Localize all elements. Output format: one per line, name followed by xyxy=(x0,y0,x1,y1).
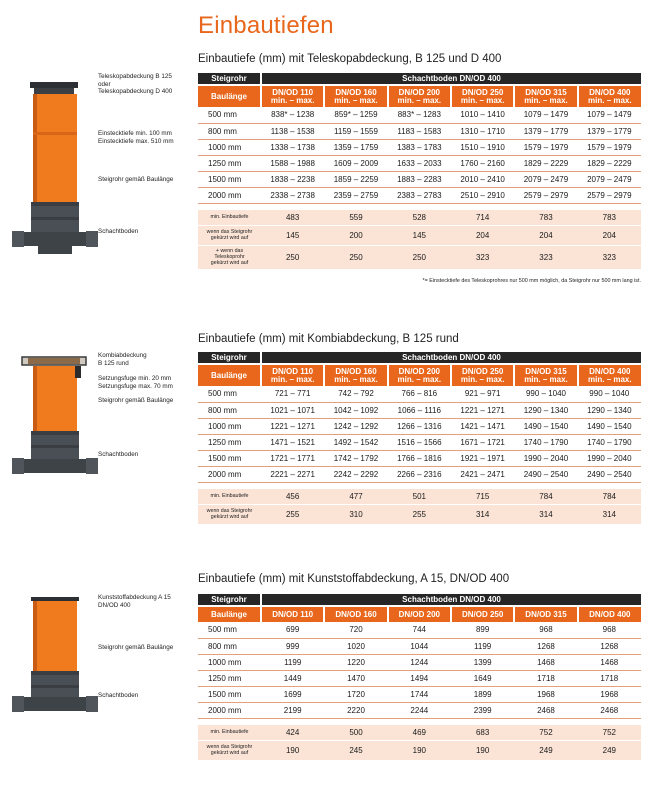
table-row xyxy=(198,402,641,418)
header-shaft-base: Schachtboden DN/OD 400 xyxy=(261,73,641,85)
table-cell: 990 – 1040 xyxy=(578,386,641,402)
table-cell: 2079 – 2479 xyxy=(578,171,641,187)
table-cell: 1290 – 1340 xyxy=(578,402,641,418)
table-cell: 1449 xyxy=(261,670,324,686)
table-cell: 766 – 816 xyxy=(388,386,451,402)
table-cell: 469 xyxy=(388,725,451,740)
table-cell: 784 xyxy=(514,489,577,504)
table-cell: 2220 xyxy=(324,702,387,718)
header-shaft-base: Schachtboden DN/OD 400 xyxy=(261,352,641,364)
table-cell: 1250 mm xyxy=(198,155,261,171)
subheader-length: Baulänge xyxy=(198,606,261,622)
column-header xyxy=(451,85,514,107)
table-cell: 1079 – 1479 xyxy=(514,107,577,123)
table-cell: 1010 – 1410 xyxy=(451,107,514,123)
table-cell: 2221 – 2271 xyxy=(261,466,324,482)
table-cell: 1183 – 1583 xyxy=(388,123,451,139)
table-row xyxy=(198,171,641,187)
footer-row xyxy=(198,740,641,760)
table-cell: 1968 xyxy=(578,686,641,702)
table-cell: 1310 – 1710 xyxy=(451,123,514,139)
table-cell: 752 xyxy=(514,725,577,740)
table-cell: 1968 xyxy=(514,686,577,702)
table-cell: 1494 xyxy=(388,670,451,686)
table-cell: 559 xyxy=(324,210,387,225)
table-cell: 1760 – 2160 xyxy=(451,155,514,171)
table-cell: 1500 mm xyxy=(198,171,261,187)
table-row xyxy=(198,155,641,171)
table-cell: 720 xyxy=(324,622,387,638)
table-cell: 1066 – 1116 xyxy=(388,402,451,418)
table-cell: 883* – 1283 xyxy=(388,107,451,123)
annotation-cover-text: Kombiabdeckung B 125 rund xyxy=(98,352,147,367)
column-header: DN/OD 200 xyxy=(388,606,451,622)
table-cell: 500 mm xyxy=(198,107,261,123)
table-cell: 721 – 771 xyxy=(261,386,324,402)
annotation-base-text: Schachtboden xyxy=(98,451,139,458)
table-cell: 2468 xyxy=(514,702,577,718)
table-cell: 1744 xyxy=(388,686,451,702)
table-cell: 1609 – 2009 xyxy=(324,155,387,171)
table-cell: 2399 xyxy=(451,702,514,718)
table-cell: 483 xyxy=(261,210,324,225)
depth-table-teleskop xyxy=(198,73,641,270)
column-header-text: DN/OD 160 min. – max. xyxy=(334,367,378,384)
table-cell: 424 xyxy=(261,725,324,740)
column-header-text: DN/OD 315 min. – max. xyxy=(524,367,568,384)
table-cell: 1220 xyxy=(324,654,387,670)
column-header-text: DN/OD 315 min. – max. xyxy=(524,88,568,105)
table-cell: 2421 – 2471 xyxy=(451,466,514,482)
table-cell: 1699 xyxy=(261,686,324,702)
column-header xyxy=(388,364,451,386)
table-cell: 2242 – 2292 xyxy=(324,466,387,482)
table-row xyxy=(198,139,641,155)
depth-table-kombi xyxy=(198,352,641,525)
annotation-base xyxy=(98,692,138,700)
table-cell: 1492 – 1542 xyxy=(324,434,387,450)
table-cell: 1588 – 1988 xyxy=(261,155,324,171)
table-cell: 255 xyxy=(388,504,451,524)
table-cell: 2510 – 2910 xyxy=(451,187,514,203)
table-cell: 744 xyxy=(388,622,451,638)
column-header: DN/OD 315 xyxy=(514,606,577,622)
table-cell: 1740 – 1790 xyxy=(578,434,641,450)
table-row xyxy=(198,418,641,434)
table-cell: 1510 – 1910 xyxy=(451,139,514,155)
table-cell: 501 xyxy=(388,489,451,504)
footer-row xyxy=(198,210,641,225)
column-header-text: DN/OD 200 min. – max. xyxy=(397,367,442,384)
table-cell: 204 xyxy=(514,225,577,245)
table-cell: 250 xyxy=(261,245,324,269)
table-cell: 1290 – 1340 xyxy=(514,402,577,418)
table-cell: 1899 xyxy=(451,686,514,702)
table-cell: 1633 – 2033 xyxy=(388,155,451,171)
table-cell: 1649 xyxy=(451,670,514,686)
table-cell: 784 xyxy=(578,489,641,504)
table-row xyxy=(198,466,641,482)
table-cell: 323 xyxy=(578,245,641,269)
column-header-text: DN/OD 400 min. – max. xyxy=(588,367,632,384)
table-cell: 1221 – 1271 xyxy=(261,418,324,434)
table-cell: 1829 – 2229 xyxy=(578,155,641,171)
table-cell: 323 xyxy=(514,245,577,269)
table-cell: 859* – 1259 xyxy=(324,107,387,123)
table-cell: 204 xyxy=(451,225,514,245)
table-cell: 2468 xyxy=(578,702,641,718)
annotation-riser xyxy=(98,397,173,405)
table-cell: 1250 mm xyxy=(198,670,261,686)
table-cell: 2244 xyxy=(388,702,451,718)
table-cell: 2490 – 2540 xyxy=(578,466,641,482)
annotation-riser xyxy=(98,644,173,652)
table-cell: 1490 – 1540 xyxy=(578,418,641,434)
table-row xyxy=(198,622,641,638)
table-cell: 245 xyxy=(324,740,387,760)
table-cell: 714 xyxy=(451,210,514,225)
table-cell: 1399 xyxy=(451,654,514,670)
table-cell: 800 mm xyxy=(198,638,261,654)
table-cell: 2000 mm xyxy=(198,466,261,482)
column-header-text: DN/OD 160 min. – max. xyxy=(334,88,378,105)
table-cell: 249 xyxy=(514,740,577,760)
column-header: DN/OD 400 xyxy=(578,606,641,622)
table-cell: 255 xyxy=(261,504,324,524)
annotation-riser-text: Steigrohr gemäß Baulänge xyxy=(98,397,174,404)
depth-table-kunststoff xyxy=(198,594,641,761)
annotation-insert-depth-text: Einstecktiefe min. 100 mm Einstecktiefe max. 510 mm xyxy=(98,130,174,145)
table-row xyxy=(198,670,641,686)
table-cell: 1244 xyxy=(388,654,451,670)
footer-label xyxy=(198,489,261,504)
telescope-insert xyxy=(34,88,74,94)
table-cell: 1338 – 1738 xyxy=(261,139,324,155)
footer-row xyxy=(198,225,641,245)
table-cell: 1471 – 1521 xyxy=(261,434,324,450)
table-cell: 190 xyxy=(261,740,324,760)
table-cell: 500 mm xyxy=(198,386,261,402)
table-cell: 1468 xyxy=(578,654,641,670)
table-cell: 1359 – 1759 xyxy=(324,139,387,155)
table-cell: 715 xyxy=(451,489,514,504)
table-cell: 1766 – 1816 xyxy=(388,450,451,466)
column-header xyxy=(578,364,641,386)
column-header xyxy=(261,364,324,386)
table-row xyxy=(198,107,641,123)
footnote: *= Einstecktiefe des Teleskoprohres nur 500 mm möglich, da Steigrohr nur 500 mm lang ist. xyxy=(422,278,641,284)
table-cell: 2266 – 2316 xyxy=(388,466,451,482)
footer-row xyxy=(198,504,641,524)
table-cell: 314 xyxy=(514,504,577,524)
table-row xyxy=(198,702,641,718)
column-header-text: DN/OD 110 min. – max. xyxy=(270,88,315,105)
table-cell: 783 xyxy=(514,210,577,225)
footer-label xyxy=(198,504,261,524)
section-title: Einbautiefe (mm) mit Kunststoffabdeckung, A 15, DN/OD 400 xyxy=(198,573,510,585)
table-cell: 921 – 971 xyxy=(451,386,514,402)
footer-label-text: + wenn das Teleskoprohr gekürzt wird auf xyxy=(210,248,249,266)
table-cell: 999 xyxy=(261,638,324,654)
telescope-cover xyxy=(30,82,78,88)
table-cell: 1079 – 1479 xyxy=(578,107,641,123)
table-cell: 145 xyxy=(261,225,324,245)
table-cell: 2199 xyxy=(261,702,324,718)
page-title: Einbautiefen xyxy=(198,12,334,39)
footer-label-text: min. Einbautiefe xyxy=(210,493,249,500)
table-cell: 1250 mm xyxy=(198,434,261,450)
table-cell: 190 xyxy=(388,740,451,760)
table-cell: 2359 – 2759 xyxy=(324,187,387,203)
table-cell: 1579 – 1979 xyxy=(578,139,641,155)
column-header xyxy=(451,364,514,386)
footer-label-text: min. Einbautiefe xyxy=(210,729,249,736)
column-header-text: DN/OD 200 min. – max. xyxy=(397,88,442,105)
table-cell: 1383 – 1783 xyxy=(388,139,451,155)
table-cell: 314 xyxy=(451,504,514,524)
table-cell: 1718 xyxy=(578,670,641,686)
column-header xyxy=(514,364,577,386)
table-cell: 1242 – 1292 xyxy=(324,418,387,434)
header-shaft-base: Schachtboden DN/OD 400 xyxy=(261,594,641,606)
table-cell: 456 xyxy=(261,489,324,504)
footer-label-text: wenn das Steigrohr gekürzt wird auf xyxy=(206,508,253,520)
column-header xyxy=(514,85,577,107)
table-row xyxy=(198,434,641,450)
table-row xyxy=(198,187,641,203)
footer-label xyxy=(198,245,261,269)
table-cell: 1883 – 2283 xyxy=(388,171,451,187)
section-title: Einbautiefe (mm) mit Kombiabdeckung, B 125 rund xyxy=(198,333,459,345)
table-cell: 899 xyxy=(451,622,514,638)
table-cell: 477 xyxy=(324,489,387,504)
table-cell: 1379 – 1779 xyxy=(578,123,641,139)
table-spacer xyxy=(198,482,641,489)
table-cell: 2000 mm xyxy=(198,702,261,718)
table-cell: 1718 xyxy=(514,670,577,686)
table-cell: 1044 xyxy=(388,638,451,654)
column-header xyxy=(261,85,324,107)
table-cell: 699 xyxy=(261,622,324,638)
table-cell: 968 xyxy=(514,622,577,638)
table-row xyxy=(198,686,641,702)
table-row xyxy=(198,123,641,139)
annotation-riser-text: Steigrohr gemäß Baulänge xyxy=(98,644,174,651)
annotation-base xyxy=(98,451,138,459)
table-cell: 1721 – 1771 xyxy=(261,450,324,466)
table-row xyxy=(198,450,641,466)
column-header xyxy=(578,85,641,107)
table-cell: 1516 – 1566 xyxy=(388,434,451,450)
table-cell: 1000 mm xyxy=(198,418,261,434)
shaft-diagram-kunststoff xyxy=(8,597,98,722)
table-cell: 250 xyxy=(388,245,451,269)
column-header-text: DN/OD 110 min. – max. xyxy=(270,367,315,384)
annotation-base-text: Schachtboden xyxy=(98,228,139,235)
table-cell: 800 mm xyxy=(198,123,261,139)
table-cell: 1742 – 1792 xyxy=(324,450,387,466)
column-header: DN/OD 110 xyxy=(261,606,324,622)
table-cell: 1021 – 1071 xyxy=(261,402,324,418)
annotation-joint-text: Setzungsfuge min. 20 mm Setzungsfuge max. 70 mm xyxy=(98,375,173,390)
table-cell: 190 xyxy=(451,740,514,760)
table-cell: 2383 – 2783 xyxy=(388,187,451,203)
footer-label xyxy=(198,725,261,740)
table-cell: 1159 – 1559 xyxy=(324,123,387,139)
shaft-diagram-kombi xyxy=(8,355,98,480)
table-cell: 1740 – 1790 xyxy=(514,434,577,450)
table-cell: 2338 – 2738 xyxy=(261,187,324,203)
table-cell: 800 mm xyxy=(198,402,261,418)
table-cell: 1221 – 1271 xyxy=(451,402,514,418)
table-cell: 310 xyxy=(324,504,387,524)
annotation-cover-text: Kunststoffabdeckung A 15 DN/OD 400 xyxy=(98,594,171,609)
table-cell: 1500 mm xyxy=(198,450,261,466)
column-header xyxy=(324,364,387,386)
table-cell: 2010 – 2410 xyxy=(451,171,514,187)
header-riser: Steigrohr xyxy=(198,73,261,85)
annotation-cover xyxy=(98,352,147,367)
footer-label xyxy=(198,210,261,225)
table-cell: 500 xyxy=(324,725,387,740)
footer-label-text: wenn das Steigrohr gekürzt wird auf xyxy=(206,229,253,241)
annotation-riser xyxy=(98,176,173,184)
column-header-text: DN/OD 250 min. – max. xyxy=(460,367,505,384)
table-cell: 752 xyxy=(578,725,641,740)
table-spacer xyxy=(198,203,641,210)
table-cell: 2000 mm xyxy=(198,187,261,203)
shaft-diagram-teleskop xyxy=(8,82,98,260)
footer-row xyxy=(198,725,641,740)
table-cell: 249 xyxy=(578,740,641,760)
table-cell: 1990 – 2040 xyxy=(578,450,641,466)
table-cell: 1268 xyxy=(514,638,577,654)
table-cell: 500 mm xyxy=(198,622,261,638)
table-cell: 1266 – 1316 xyxy=(388,418,451,434)
table-cell: 200 xyxy=(324,225,387,245)
annotation-riser-text: Steigrohr gemäß Baulänge xyxy=(98,176,174,183)
table-cell: 1579 – 1979 xyxy=(514,139,577,155)
table-cell: 1859 – 2259 xyxy=(324,171,387,187)
table-cell: 683 xyxy=(451,725,514,740)
table-cell: 1379 – 1779 xyxy=(514,123,577,139)
footer-label-text: wenn das Steigrohr gekürzt wird auf xyxy=(206,744,253,756)
section-title: Einbautiefe (mm) mit Teleskopabdeckung, B 125 und D 400 xyxy=(198,53,502,65)
annotation-joint xyxy=(98,375,173,390)
table-cell: 2079 – 2479 xyxy=(514,171,577,187)
table-cell: 1199 xyxy=(451,638,514,654)
annotation-base-text: Schachtboden xyxy=(98,692,139,699)
table-cell: 1720 xyxy=(324,686,387,702)
table-cell: 1470 xyxy=(324,670,387,686)
riser-pipe xyxy=(33,366,77,431)
table-cell: 1500 mm xyxy=(198,686,261,702)
annotation-cover-text: Teleskopabdeckung B 125 oder Teleskopabdeckung D 400 xyxy=(98,73,173,96)
table-spacer xyxy=(198,718,641,725)
table-cell: 1468 xyxy=(514,654,577,670)
table-cell: 1268 xyxy=(578,638,641,654)
riser-pipe xyxy=(33,94,77,202)
table-cell: 528 xyxy=(388,210,451,225)
table-cell: 1000 mm xyxy=(198,654,261,670)
table-cell: 2490 – 2540 xyxy=(514,466,577,482)
footer-label-text: min. Einbautiefe xyxy=(210,214,249,221)
table-cell: 838* – 1238 xyxy=(261,107,324,123)
plastic-cover xyxy=(31,597,79,601)
table-cell: 1421 – 1471 xyxy=(451,418,514,434)
table-cell: 1199 xyxy=(261,654,324,670)
header-riser: Steigrohr xyxy=(198,594,261,606)
table-cell: 1000 mm xyxy=(198,139,261,155)
annotation-insert-depth xyxy=(98,130,174,145)
table-cell: 742 – 792 xyxy=(324,386,387,402)
footer-row xyxy=(198,245,641,269)
footer-row xyxy=(198,489,641,504)
table-cell: 1838 – 2238 xyxy=(261,171,324,187)
table-cell: 1921 – 1971 xyxy=(451,450,514,466)
table-cell: 783 xyxy=(578,210,641,225)
column-header: DN/OD 160 xyxy=(324,606,387,622)
table-cell: 204 xyxy=(578,225,641,245)
subheader-length: Baulänge xyxy=(198,364,261,386)
riser-pipe xyxy=(33,601,77,671)
column-header-text: DN/OD 400 min. – max. xyxy=(588,88,632,105)
table-cell: 145 xyxy=(388,225,451,245)
column-header xyxy=(324,85,387,107)
footer-label xyxy=(198,740,261,760)
table-cell: 1829 – 2229 xyxy=(514,155,577,171)
annotation-cover xyxy=(98,594,171,609)
annotation-cover xyxy=(98,73,172,96)
annotation-base xyxy=(98,228,138,236)
table-cell: 1042 – 1092 xyxy=(324,402,387,418)
table-cell: 1990 – 2040 xyxy=(514,450,577,466)
table-cell: 2579 – 2979 xyxy=(514,187,577,203)
column-header: DN/OD 250 xyxy=(451,606,514,622)
table-cell: 314 xyxy=(578,504,641,524)
column-header-text: DN/OD 250 min. – max. xyxy=(460,88,505,105)
table-cell: 968 xyxy=(578,622,641,638)
table-cell: 1020 xyxy=(324,638,387,654)
table-cell: 1671 – 1721 xyxy=(451,434,514,450)
table-row xyxy=(198,654,641,670)
column-header xyxy=(388,85,451,107)
table-cell: 990 – 1040 xyxy=(514,386,577,402)
table-cell: 1490 – 1540 xyxy=(514,418,577,434)
table-row xyxy=(198,386,641,402)
table-cell: 1138 – 1538 xyxy=(261,123,324,139)
table-cell: 2579 – 2979 xyxy=(578,187,641,203)
footer-label xyxy=(198,225,261,245)
table-cell: 323 xyxy=(451,245,514,269)
table-row xyxy=(198,638,641,654)
table-cell: 250 xyxy=(324,245,387,269)
header-riser: Steigrohr xyxy=(198,352,261,364)
subheader-length: Baulänge xyxy=(198,85,261,107)
